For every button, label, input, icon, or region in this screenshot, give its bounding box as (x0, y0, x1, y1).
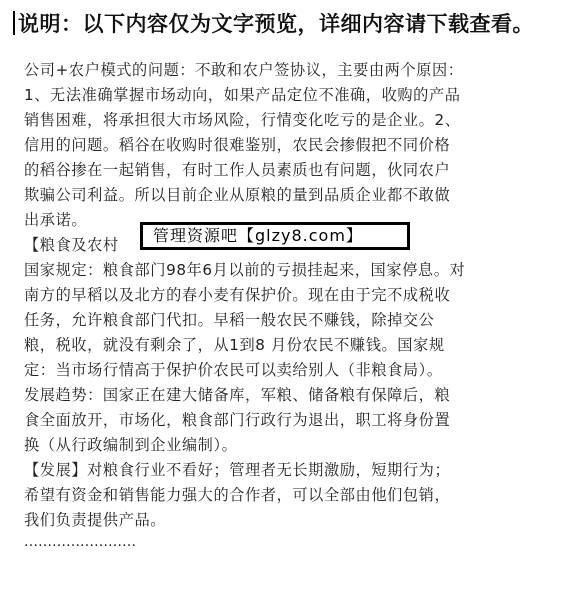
body-line: 【发展】对粮食行业不看好；管理者无长期激励，短期行为； (24, 461, 451, 479)
watermark-banner (140, 222, 410, 250)
body-line: 信用的问题。稻谷在收购时很难鉴别，农民会掺假把不同价格 (24, 136, 451, 154)
watermark-text: 管理资源吧【glzy8.com】 (142, 224, 408, 248)
body-line: 国家规定：粮食部门98年6月以前的亏损挂起来，国家停息。对 (24, 261, 466, 279)
body-line: 希望有资金和销售能力强大的合作者，可以全部由他们包销， (24, 486, 451, 504)
body-line: 发展趋势：国家正在建大储备库，军粮、储备粮有保障后，粮 (24, 386, 451, 404)
body-line: 1、无法准确掌握市场动向，如果产品定位不准确，收购的产品 (24, 86, 461, 104)
body-line: 定：当市场行情高于保护价农民可以卖给别人（非粮食局）。 (24, 361, 443, 379)
body-line: 粮，税收，就没有剩余了，从1到8 月份农民不赚钱。国家规 (24, 336, 445, 354)
body-line: 食全面放开，市场化，粮食部门行政行为退出，职工将身份置 (24, 411, 451, 429)
preview-notice-heading (18, 8, 574, 38)
preview-notice-text: 说明：以下内容仅为文字预览，详细内容请下载查看。 (18, 12, 534, 36)
body-line: 南方的早稻以及北方的春小麦有保护价。现在由于完不成税收 (24, 286, 451, 304)
document-body (24, 58, 554, 533)
body-line: 任务，允许粮食部门代扣。早稻一般农民不赚钱，除掉交公 (24, 311, 435, 329)
body-line: 我们负责提供产品。 (24, 511, 167, 529)
continuation-ellipsis: …………………… (24, 534, 136, 550)
body-line: 出承诺。 (24, 211, 88, 229)
body-line: 【粮食及农村 (24, 236, 119, 254)
text-cursor (13, 11, 15, 35)
body-line: 欺骗公司利益。所以目前企业从原粮的量到品质企业都不敢做 (24, 186, 451, 204)
body-line: 销售困难，将承担很大市场风险，行情变化吃亏的是企业。2、 (24, 111, 461, 129)
body-line: 的稻谷掺在一起销售，有时工作人员素质也有问题，伙同农户 (24, 161, 451, 179)
body-line: 换（从行政编制到企业编制）。 (24, 436, 238, 454)
body-line: 公司+农户模式的问题：不敢和农户签协议，主要由两个原因： (24, 61, 464, 79)
